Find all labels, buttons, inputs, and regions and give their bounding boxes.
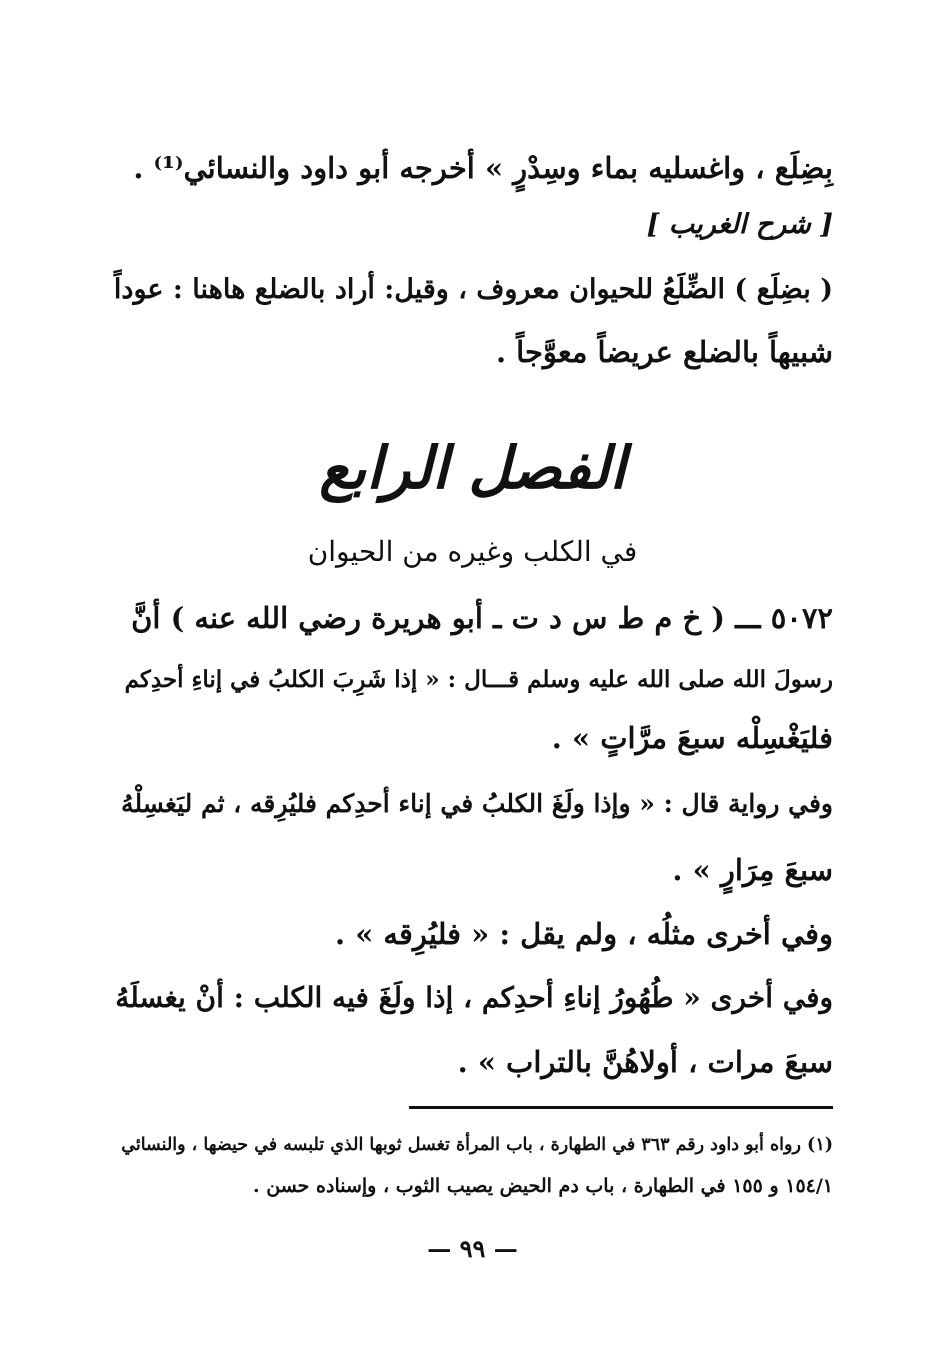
hadith-line-3: فليَغْسِلْه سبعَ مرَّاتٍ » .	[551, 721, 833, 755]
gharib-text-line-2: شبيهاً بالضلع عريضاً معوَّجاً .	[495, 335, 833, 369]
footnote-line-2: ١٥٤/١ و ١٥٥ في الطهارة ، باب دم الحيض يصيب الثوب ، وإسناده حسن .	[253, 1175, 833, 1197]
section-heading-gharib: [ شرح الغريب ]	[646, 209, 833, 240]
hadith-number: ٥٠٧٢	[770, 601, 833, 635]
footnote-line-1: (١) رواه أبو داود رقم ٣٦٣ في الطهارة ، باب المرأة تغسل ثوبها الذي تلبسه في حيضها ، والنسائي	[121, 1135, 833, 1155]
hadith-line-6: وفي أخرى مثلُه ، ولم يقل : « فليُرِقه » .	[335, 917, 833, 951]
chapter-title: الفصل الرابع	[319, 434, 626, 502]
footnote-divider	[409, 1106, 833, 1109]
chapter-subtitle: في الكلب وغيره من الحيوان	[307, 535, 638, 568]
hadith-line-4: وفي رواية قال : « وإذا ولَغَ الكلبُ في إناء أحدِكم فليُرِقه ، ثم ليَغسِلْهُ	[121, 789, 833, 818]
hadith-line-2: رسولَ الله صلى الله عليه وسلم قـــال : « إذا شَرِبَ الكلبُ في إناءِ أحدِكم	[124, 666, 833, 693]
hadith-header-line	[131, 598, 833, 638]
hadith-line-5: سبعَ مِرَارٍ » .	[672, 853, 833, 887]
intro-line: بِضِلَع ، واغسليه بماء وسِدْرٍ » أخرجه أبو داود والنسائي⁽¹⁾ .	[133, 151, 833, 185]
hadith-line-7: وفي أخرى « طُهُورُ إناءِ أحدِكم ، إذا ولَغَ فيه الكلب : أنْ يغسلَهُ	[115, 981, 833, 1014]
hadith-source-text: ـــ ( خ م ط س د ت ـ أبو هريرة رضي الله عنه ) أنَّ	[131, 601, 761, 635]
page-number: — ٩٩ —	[427, 1234, 518, 1263]
hadith-line-8: سبعَ مرات ، أولاهُنَّ بالتراب » .	[457, 1045, 833, 1079]
gharib-text-line-1: ( بضِلَع ) الضِّلَعُ للحيوان معروف ، وقيل: أراد بالضلع هاهنا : عوداً	[113, 274, 833, 305]
